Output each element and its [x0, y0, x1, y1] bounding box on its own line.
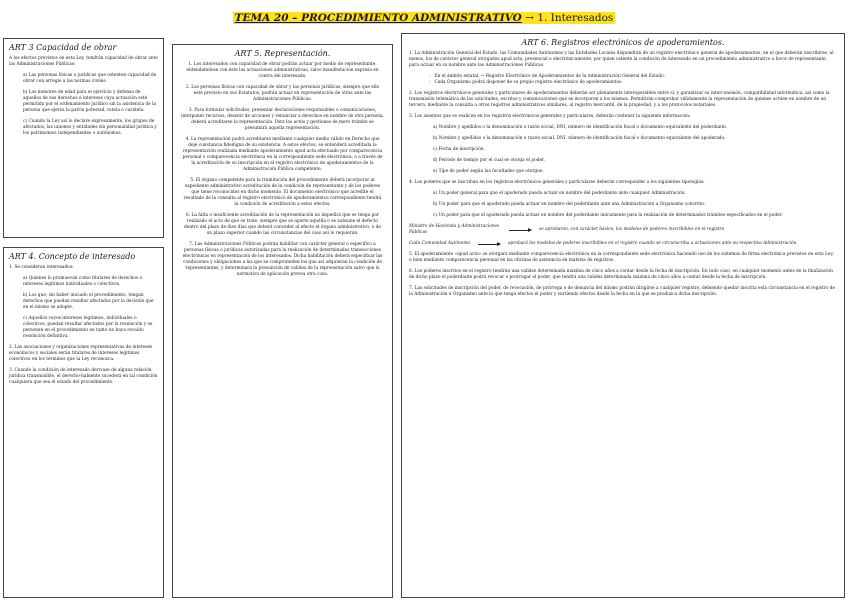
art6-note-1 [409, 224, 837, 236]
arrow-icon [509, 230, 531, 231]
art6-heading: ART 6. Registros electrónicos de apoderamientos. [521, 38, 725, 47]
art5-heading: ART 5. Representación. [234, 49, 331, 58]
art4-heading: ART 4. Concepto de interesado [9, 252, 136, 261]
art6-bullet-1-text: En el ámbito estatal, → Registro Electrónico de Apoderamientos de la Administración General del Estado. [434, 74, 666, 79]
title-separator: → [525, 12, 534, 24]
art6-power-c: c) Un poder para que el apoderado pueda actuar en nombre del poderdante únicamente para la realización de determinados trámites especificados en el poder. [433, 213, 783, 218]
art6-note-1-left: Ministro de Hacienda y Administraciones Públicas [409, 224, 500, 235]
art5-p4: 4. La representación podrá acreditarse mediante cualquier medio válido en Derecho que deje constancia fidedigna de su existencia. A estos efectos, se entenderá acreditada la representación realizada mediante apoderamiento apud acta efectuado por comparecencia personal o comparecencia electrónica en la correspondiente sede electrónica, o a través de la acreditación de su inscripción en el registro electrónico de apoderamientos de la Administración Pública competente. [182, 137, 383, 172]
art6-item-b: b) Nombre y apellidos o la denominación o razón social, DNI, número de identificación fiscal o documento equivalente del apoderado. [433, 136, 726, 141]
art3-heading: ART 3 Capacidad de obrar [9, 43, 117, 52]
art6-p7: 7. Las solicitudes de inscripción del poder, de revocación, de prórroga o de denuncia del mismo podrán dirigirse a cualquier registro, debiendo quedar inscrita esta circunstancia en el registro de la Administración u Organismo ante la que tenga efectos el poder y surtiendo efectos desde la fecha en la que se produzca dicha inscripción. [409, 286, 836, 297]
bullet-icon: - [429, 80, 431, 85]
art5-p6: 6. La falta o insuficiente acreditación de la representación no impedirá que se tenga por realizado el acto de que se trate, siempre que se aporte aquélla o se subsane el defecto dentro del plazo de diez días que deberá conceder al efecto el órgano administrativo, o de un plazo superior cuando las circunstancias del caso así lo requieran. [184, 213, 381, 236]
art6-item-e: e) Tipo de poder según las facultades que otorgue. [433, 169, 544, 174]
art6-bullet-2 [409, 80, 837, 86]
art3-item-a: a) Las personas físicas o jurídicas que ostenten capacidad de obrar con arreglo a las normas civiles. [23, 73, 157, 84]
art5-p5: 5. El órgano competente para la tramitación del procedimiento deberá incorporar al expediente administrativo acreditación de la condición de representante y de los poderes que tiene reconocidos en dicho momento. El documento electrónico que acredite el resultado de la consulta al registro electrónico de apoderamientos correspondiente tendrá la condición de acreditación a estos efectos. [183, 178, 382, 207]
art6-note-2-right: aprobará los modelos de poderes inscribibles en el registro cuando se circunscriba a actuaciones ante su respectiva Administración. [508, 241, 798, 246]
art6-p6: 6. Los poderes inscritos en el registro tendrán una validez determinada máxima de cinco años a contar desde la fecha de inscripción. En todo caso, en cualquier momento antes de la finalización de dicho plazo el poderdante podrá revocar o prorrogar el poder, que tendrá una validez determinada máxima de cinco años a contar desde la fecha de inscripción. [409, 269, 833, 280]
title-sub: 1. Interesados [537, 12, 614, 24]
art4-item-c: c) Aquellos cuyos intereses legítimos, individuales o colectivos, puedan resultar afectados por la resolución y se personen en el procedimiento en tanto no haya recaído resolución definitiva. [23, 316, 153, 339]
page-title [0, 12, 848, 24]
art6-bullet-2-text: Cada Organismo podrá disponer de su propio registro electrónico de apoderamientos. [434, 80, 623, 85]
art6-p4: 4. Los poderes que se inscriban en los registros electrónicos generales y particulares deberán corresponder a los siguientes tipologías: [409, 180, 705, 185]
art5-p2: 2. Las personas físicas con capacidad de obrar y las personas jurídicas, siempre que ello esté previsto en sus Estatutos, podrán actuar en representación de otras ante las Administraciones Públicas. [185, 85, 380, 102]
art6-item-c: c) Fecha de inscripción. [433, 147, 485, 152]
art5-p1: 1. Los interesados con capacidad de obrar podrán actuar por medio de representante, entendiéndose con éste las actuaciones administrativas, salvo manifestación expresa en contra del interesado. [186, 62, 379, 79]
art3-box [3, 38, 164, 238]
art6-p3: 3. Los asientos que se realicen en los registros electrónicos generales y particulares, deberán contener la siguiente información: [409, 114, 691, 119]
art6-p1: 1. La Administración General del Estado, las Comunidades Autónomas y las Entidades Locales dispondrán de un registro electrónico general de apoderamientos, en el que deberán inscribirse, al menos, los de carácter general otorgados apud acta, presencial o electrónicamente, por quien ostente la condición de interesado en un procedimiento administrativo a favor de representante, para actuar en su nombre ante las Administraciones Públicas. [409, 51, 834, 68]
art4-p1: 1. Se consideran interesados: [9, 265, 74, 270]
art4-box [3, 247, 164, 598]
art4-item-b: b) Los que, sin haber iniciado el procedimiento, tengan derechos que puedan resultar afectados por la decisión que en el mismo se adopte. [23, 293, 154, 310]
art3-intro: A los efectos previstos en esta Ley, tendrán capacidad de obrar ante las Administraciones Públicas: [9, 56, 158, 67]
art5-box [172, 44, 393, 598]
art6-power-b: b) Un poder para que el apoderado pueda actuar en nombre del poderdante ante una Administración u Organismo concreto. [433, 202, 706, 207]
art6-note-2-left: Cada Comunidad Autónoma [409, 241, 470, 246]
art6-item-d: d) Período de tiempo por el cual se otorga el poder. [433, 158, 545, 163]
art6-box [401, 33, 845, 598]
art6-p5: 5. El apoderamiento «apud acta» se otorgará mediante comparecencia electrónica en la correspondiente sede electrónica haciendo uso de los sistemas de firma electrónica previstos en esta Ley, o bien mediante comparecencia personal en las oficinas de asistencia en materia de registros. [409, 252, 834, 263]
art3-item-c: c) Cuando la Ley así lo declare expresamente, los grupos de afectados, las uniones y entidades sin personalidad jurídica y los patrimonios independientes o autónomos. [23, 119, 157, 136]
art5-p3: 3. Para formular solicitudes, presentar declaraciones responsables o comunicaciones, interponer recursos, desistir de acciones y renunciar a derechos en nombre de otra persona, deberá acreditarse la representación. Para los actos y gestiones de mero trámite se presumirá aquella representación. [181, 108, 384, 131]
title-highlight [233, 12, 616, 24]
art4-p3: 3. Cuando la condición de interesado derivase de alguna relación jurídica transmisible, el derecho-habiente sucederá en tal condición cualquiera que sea el estado del procedimiento. [9, 368, 158, 385]
art4-p2: 2. Las asociaciones y organizaciones representativas de intereses económicos y sociales serán titulares de intereses legítimos colectivos en los términos que la Ley reconozca. [9, 345, 153, 362]
art6-power-a: a) Un poder general para que el apoderado pueda actuar en nombre del poderdante ante cualquier Administración. [433, 191, 686, 196]
art6-note-2 [409, 241, 837, 247]
art6-note-1-right: se aprobarán, con carácter básico, los modelos de poderes inscribibles en el registro [539, 227, 725, 232]
bullet-icon: - [429, 74, 431, 79]
art6-item-a: a) Nombre y apellidos o la denominación o razón social, DNI, número de identificación fiscal o documento equivalente del poderdante. [433, 125, 728, 130]
title-main: TEMA 20 – PROCEDIMIENTO ADMINISTRATIVO [234, 12, 522, 24]
arrow-icon [478, 244, 500, 245]
art6-p2: 2. Los registros electrónicos generales y particulares de apoderamientos deberán ser plenamente interoperables entre sí, y garantizar su interconexión, compatibilidad informática, así como la transmisión telemática de las solicitudes, escritos y comunicaciones que se incorporen a los mismos. Permitirán comprobar válidamente la representación de quienes actúen en nombre de un tercero, mediante la consulta a otros registros administrativos similares, al registro mercantil, de la propiedad, y a los protocolos notariales. [409, 91, 830, 108]
art5-p7: 7. Las Administraciones Públicas podrán habilitar con carácter general o específico a personas físicas o jurídicas autorizadas para la realización de determinadas transacciones electrónicas en representación de los interesados. Dicha habilitación deberá especificar las condiciones y obligaciones a las que se comprometen los que así adquieran la condición de representantes, y determinará la presunción de validez de la representación salvo que la normativa de aplicación prevea otra cosa. [182, 242, 383, 277]
art3-item-b: b) Los menores de edad para el ejercicio y defensa de aquellos de sus derechos e intereses cuya actuación esté permitida por el ordenamiento jurídico sin la asistencia de la persona que ejerza la patria potestad, tutela o curatela. [23, 90, 157, 113]
art4-item-a: a) Quienes lo promuevan como titulares de derechos o intereses legítimos individuales o colectivos. [23, 276, 143, 287]
